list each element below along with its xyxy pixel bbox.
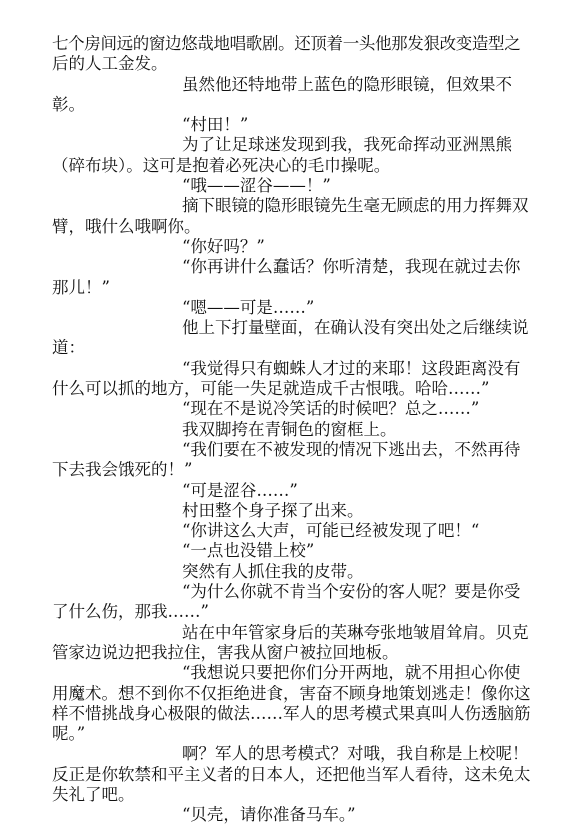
text-line: 站在中年管家身后的芙琳夸张地皱眉耸肩。贝克 [182,622,529,642]
text-line: 村田整个身子探了出来。 [182,500,364,520]
text-line: 下去我会饿死的！” [52,460,193,480]
text-line: “我们要在不被发现的情况下逃出去，不然再待 [182,439,521,459]
text-line: 彰。 [52,94,85,114]
text-line: 呢。” [52,724,86,744]
text-line: 臂，哦什么哦啊你。 [52,216,201,236]
text-line: 用魔术。想不到你不仅拒绝进食，害奋不顾身地策划逃走！像你这 [52,683,531,703]
text-line: 突然有人抓住我的皮带。 [182,561,364,581]
text-line: “你好吗？” [182,236,265,256]
text-line: “村田！” [182,115,249,135]
text-line: 那儿！” [52,277,110,297]
text-line: 虽然他还特地带上蓝色的隐形眼镜，但效果不 [182,74,512,94]
text-line: 我双脚挎在青铜色的窗框上。 [182,419,397,439]
text-line: “可是涩谷……” [182,480,298,500]
text-line: 管家边说边把我拉住，害我从窗户被拉回地板。 [52,642,399,662]
text-line: “你再讲什么蠢话？你听清楚，我现在就过去你 [182,257,521,277]
text-line: 七个房间远的窗边悠哉地唱歌剧。还顶着一头他那发狠改变造型之 [52,34,521,53]
text-line: “哦——涩谷——！” [182,176,331,196]
text-line: “一点也没错上校” [182,541,315,561]
text-line: 后的人工金发。 [52,54,168,74]
text-line: 他上下打量壁面，在确认没有突出处之后继续说 [182,318,529,338]
text-line: “为什么你就不肯当个安份的客人呢？要是你受 [182,582,521,602]
text-line: 什么可以抓的地方，可能一失足就造成千古恨哦。哈哈……” [52,379,490,399]
text-line: 失礼了吧。 [52,784,135,804]
text-line: “贝壳，请你准备马车。” [182,805,356,825]
text-line: 了什么伤，那我……” [52,602,209,622]
text-line: 样不惜挑战身心极限的做法……军人的思考模式果真叫人伤透脑筋 [52,703,531,723]
text-line: “我觉得只有蜘蛛人才过的来耶！这段距离没有 [182,358,521,378]
text-line: “我想说只要把你们分开两地，就不用担心你使 [182,663,521,683]
text-line: “你讲这么大声，可能已经被发现了吧！“ [182,521,480,541]
text-line: 为了让足球迷发现到我，我死命挥动亚洲黑熊 [182,135,512,155]
text-line: “嗯——可是……” [182,297,315,317]
text-line: “现在不是说冷笑话的时候吧？总之……” [182,399,480,419]
text-line: 道： [52,338,85,358]
text-line: （碎布块）。这可是抱着必死决心的毛巾操呢。 [52,155,391,175]
text-line: 摘下眼镜的隐形眼镜先生毫无顾虑的用力挥舞双 [182,196,529,216]
text-line: 啊？军人的思考模式？对哦，我自称是上校呢！ [182,744,529,764]
text-line: 反正是你软禁和平主义者的日本人，还把他当军人看待，这未免太 [52,764,531,784]
